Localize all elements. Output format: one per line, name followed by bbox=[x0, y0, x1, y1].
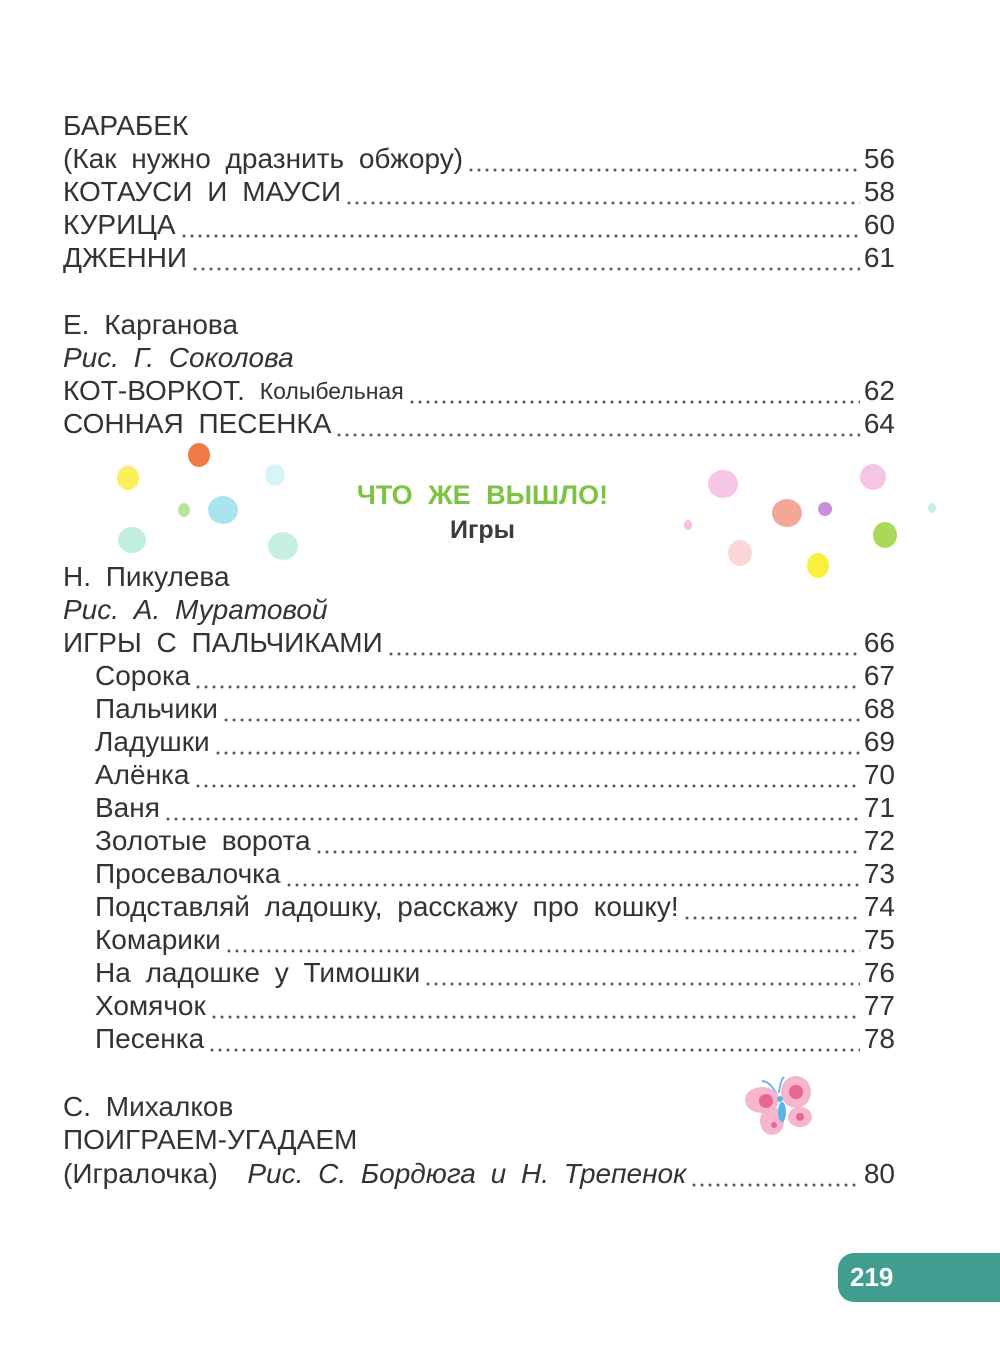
toc-entry-kuritsa[interactable] bbox=[63, 208, 895, 242]
page-ref: 68 bbox=[863, 693, 895, 724]
toc-subentry[interactable] bbox=[95, 659, 895, 693]
dot-leader bbox=[194, 758, 860, 792]
page-ref: 64 bbox=[863, 408, 895, 439]
author-name: Е. Карганова bbox=[63, 309, 239, 340]
dot-leader bbox=[180, 208, 860, 242]
toc-entry-poigraem[interactable] bbox=[63, 1157, 895, 1191]
toc-entry-kotausi[interactable] bbox=[63, 175, 895, 209]
toc-subentry[interactable] bbox=[95, 692, 895, 726]
page-ref: 56 bbox=[863, 143, 895, 174]
page-ref: 61 bbox=[863, 242, 895, 273]
illustrator-name: Рис. С. Бордюга и Н. Трепенок bbox=[247, 1158, 687, 1189]
page-ref: 60 bbox=[863, 209, 895, 240]
illustrator-name: Рис. Г. Соколова bbox=[63, 342, 294, 373]
toc-subentry[interactable] bbox=[95, 989, 895, 1023]
entry-title: СОННАЯ ПЕСЕНКА bbox=[63, 408, 332, 439]
toc-entry-dzhenni[interactable] bbox=[63, 241, 895, 275]
entry-title: Золотые ворота bbox=[95, 825, 311, 856]
toc-subentry[interactable] bbox=[95, 923, 895, 957]
dot-leader bbox=[345, 175, 860, 209]
page-ref: 77 bbox=[863, 990, 895, 1021]
toc-subentry[interactable] bbox=[95, 1022, 895, 1056]
entry-title: Алёнка bbox=[95, 759, 190, 790]
entry-title: Ваня bbox=[95, 792, 160, 823]
dot-leader bbox=[387, 626, 860, 660]
toc-subentry[interactable] bbox=[95, 857, 895, 891]
entry-subtitle: (Игралочка) bbox=[63, 1158, 218, 1189]
toc-entry-kot-vorkot[interactable] bbox=[63, 374, 895, 408]
page-ref: 66 bbox=[863, 627, 895, 658]
author-name: Н. Пикулева bbox=[63, 561, 230, 592]
dot-leader bbox=[424, 956, 860, 990]
author-karganova bbox=[63, 308, 895, 342]
page-ref: 80 bbox=[863, 1158, 895, 1189]
toc-entry-sonnaya[interactable] bbox=[63, 407, 895, 441]
illustrator-name: Рис. А. Муратовой bbox=[63, 594, 328, 625]
dot-leader bbox=[335, 407, 859, 441]
dot-leader bbox=[683, 890, 860, 924]
section-title: ЧТО ЖЕ ВЫШЛО! bbox=[356, 480, 609, 510]
dot-leader bbox=[191, 241, 860, 275]
entry-title: ДЖЕННИ bbox=[63, 242, 188, 273]
page-ref: 78 bbox=[863, 1023, 895, 1054]
entry-note: Колыбельная bbox=[259, 378, 404, 404]
illustrator-muratova bbox=[63, 593, 895, 627]
page-ref: 76 bbox=[863, 957, 895, 988]
toc-subentry[interactable] bbox=[95, 824, 895, 858]
dot-leader bbox=[225, 923, 860, 957]
entry-title: Хомячок bbox=[95, 990, 206, 1021]
entry-title: Комарики bbox=[95, 924, 221, 955]
entry-subtitle: (Как нужно дразнить обжору) bbox=[63, 143, 464, 174]
toc-subentry[interactable] bbox=[95, 791, 895, 825]
dot-leader bbox=[690, 1157, 860, 1191]
butterfly-icon bbox=[744, 1075, 816, 1141]
author-name: С. Михалков bbox=[63, 1091, 234, 1122]
page-ref: 71 bbox=[863, 792, 895, 823]
dot-leader bbox=[315, 824, 860, 858]
entry-title: Сорока bbox=[95, 660, 191, 691]
dot-leader bbox=[210, 989, 860, 1023]
toc-subentry[interactable] bbox=[95, 758, 895, 792]
page-ref: 58 bbox=[863, 176, 895, 207]
author-pikuleva bbox=[63, 560, 895, 594]
toc-entry-barabek-title bbox=[63, 109, 895, 143]
dot-leader bbox=[222, 692, 860, 726]
dot-leader bbox=[285, 857, 860, 891]
dot-leader bbox=[408, 374, 860, 408]
entry-title: ИГРЫ С ПАЛЬЧИКАМИ bbox=[63, 627, 383, 658]
page-ref: 70 bbox=[863, 759, 895, 790]
entry-title: Песенка bbox=[95, 1023, 205, 1054]
entry-title: Подставляй ладошку, расскажу про кошку! bbox=[95, 891, 679, 922]
page-ref: 73 bbox=[863, 858, 895, 889]
page-ref: 69 bbox=[863, 726, 895, 757]
toc-subentry[interactable] bbox=[95, 890, 895, 924]
dot-leader bbox=[214, 725, 860, 759]
toc-entry-igry[interactable] bbox=[63, 626, 895, 660]
page-ref: 62 bbox=[863, 375, 895, 406]
page-ref: 74 bbox=[863, 891, 895, 922]
entry-title: БАРАБЕК bbox=[63, 110, 189, 141]
entry-title: ПОИГРАЕМ-УГАДАЕМ bbox=[63, 1124, 358, 1155]
entry-title: КОТАУСИ И МАУСИ bbox=[63, 176, 342, 207]
page-number: 219 bbox=[838, 1253, 1000, 1302]
toc-subentry[interactable] bbox=[95, 956, 895, 990]
section-subtitle: Игры bbox=[449, 516, 515, 544]
page-ref: 67 bbox=[863, 660, 895, 691]
toc-subentry[interactable] bbox=[95, 725, 895, 759]
entry-title: КОТ-ВОРКОТ. bbox=[63, 375, 245, 406]
illustrator-sokolov bbox=[63, 341, 895, 375]
dot-leader bbox=[194, 659, 859, 693]
toc-entry-barabek[interactable] bbox=[63, 142, 895, 176]
entry-title: На ладошке у Тимошки bbox=[95, 957, 421, 988]
entry-title: КУРИЦА bbox=[63, 209, 176, 240]
dot-leader bbox=[164, 791, 860, 825]
entry-title: Пальчики bbox=[95, 693, 218, 724]
dot-leader bbox=[467, 142, 860, 176]
entry-title: Ладушки bbox=[95, 726, 210, 757]
page-ref: 72 bbox=[863, 825, 895, 856]
entry-title: Просевалочка bbox=[95, 858, 281, 889]
dot-leader bbox=[208, 1022, 860, 1056]
page-ref: 75 bbox=[863, 924, 895, 955]
